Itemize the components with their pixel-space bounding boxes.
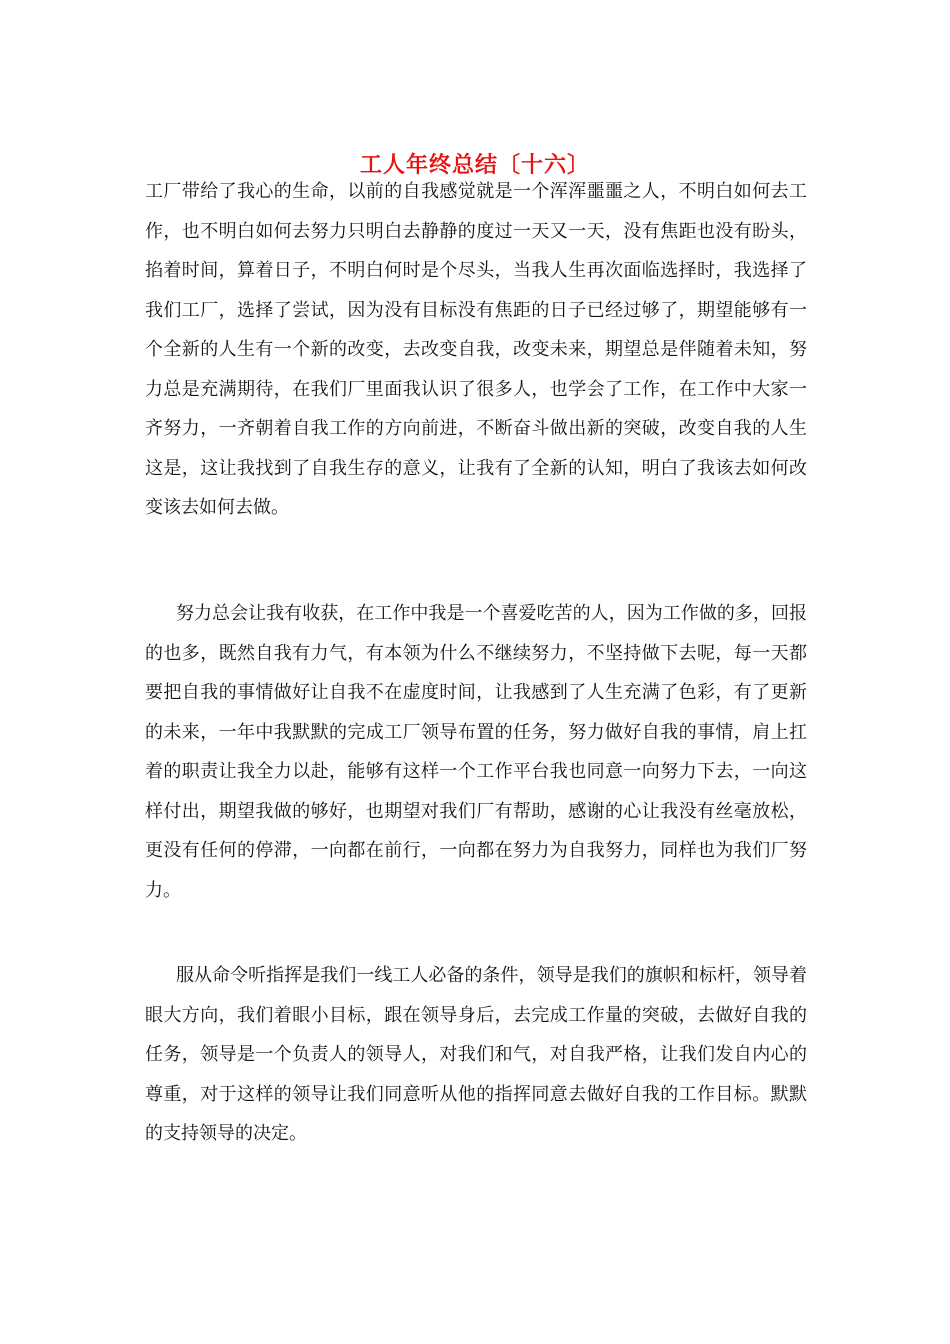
document-title: 工人年终总结〔十六〕 xyxy=(359,152,590,178)
paragraph-1: 工厂带给了我心的生命，以前的自我感觉就是一个浑浑噩噩之人，不明白如何去工作，也不明白如何去努力只明白去静静的度过一天又一天，没有焦距也没有盼头，掐着时间，算着日子，不明白何时是个尽头，当我人生再次面临选择时，我选择了我们工厂，选择了尝试，因为没有目标没有焦距的日子已经过够了，期望能够有一个全新的人生有一个新的改变，去改变自我，改变未来，期望总是伴随着未知，努力总是充满期待，在我们厂里面我认识了很多人，也学会了工作，在工作中大家一齐努力，一齐朝着自我工作的方向前进，不断奋斗做出新的突破，改变自我的人生这是，这让我找到了自我生存的意义，让我有了全新的认知，明白了我该去如何改变该去如何去做。 xyxy=(145,181,807,518)
paragraph-2: 努力总会让我有收获，在工作中我是一个喜爱吃苦的人，因为工作做的多，回报的也多，既然自我有力气，有本领为什么不继续努力，不坚持做下去呢，每一天都要把自我的事情做好让自我不在虚度时间，让我感到了人生充满了色彩，有了更新的未来，一年中我默默的完成工厂领导布置的任务，努力做好自我的事情，肩上扛着的职责让我全力以赴，能够有这样一个工作平台我也同意一向努力下去，一向这样付出，期望我做的够好，也期望对我们厂有帮助，感谢的心让我没有丝毫放松，更没有任何的停滞，一向都在前行，一向都在努力为自我努力，同样也为我们厂努力。 xyxy=(145,603,807,901)
paragraph-3: 服从命令听指挥是我们一线工人必备的条件，领导是我们的旗帜和标杆，领导着眼大方向，我们着眼小目标，跟在领导身后，去完成工作量的突破，去做好自我的任务，领导是一个负责人的领导人，对我们和气，对自我严格，让我们发自内心的尊重，对于这样的领导让我们同意听从他的指挥同意去做好自我的工作目标。默默的支持领导的决定。 xyxy=(145,965,807,1144)
